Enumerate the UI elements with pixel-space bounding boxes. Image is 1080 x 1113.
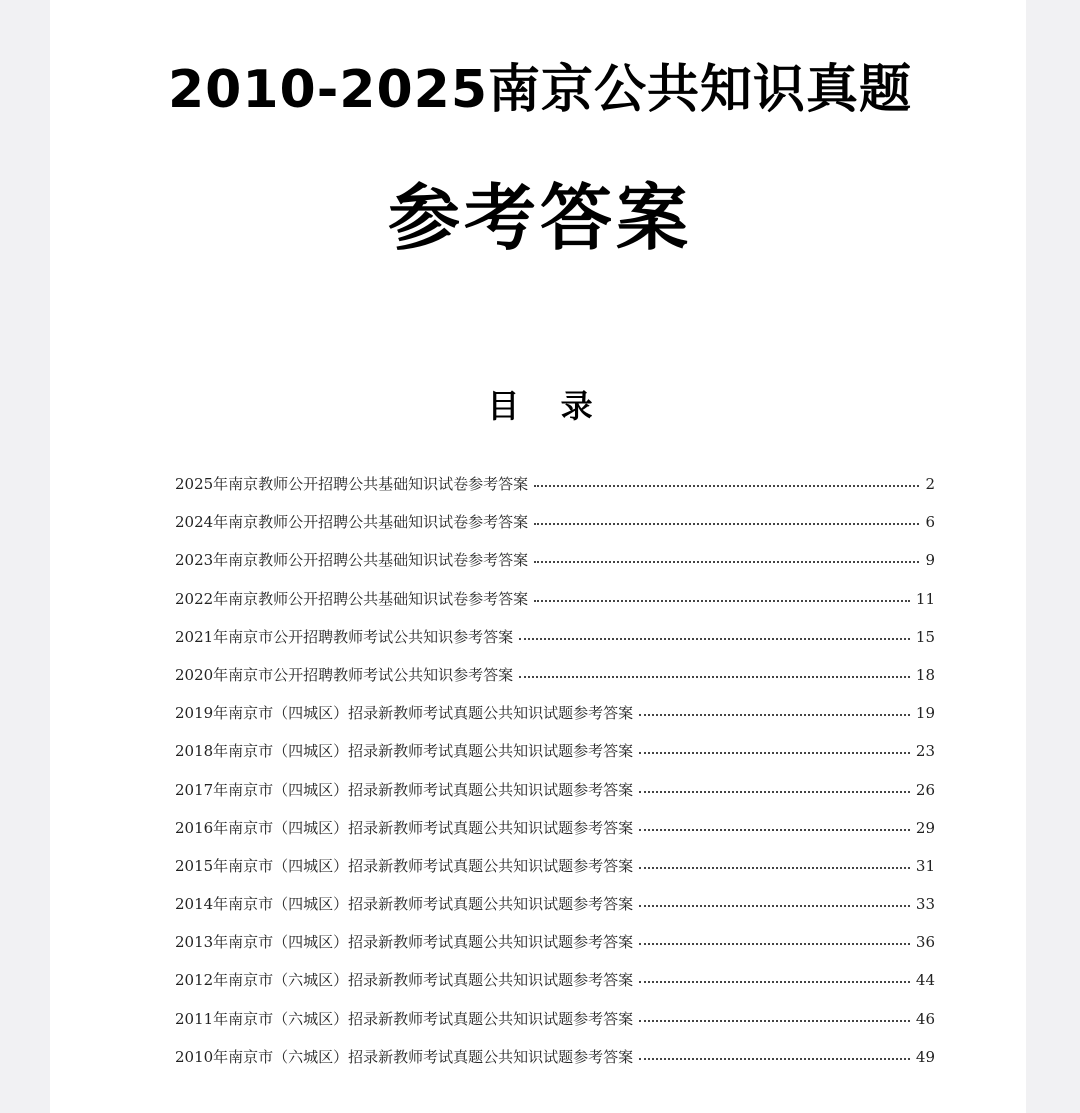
toc-entry-page: 33 [915,895,935,914]
toc-entry-page: 19 [915,704,935,723]
toc-entry-page: 2 [925,475,935,493]
toc-entry[interactable] [175,588,935,626]
dot-leader [639,977,910,983]
toc-entry-title: 2010年南京市（六城区）招录新教师考试真题公共知识试题参考答案 [175,1047,634,1066]
toc-entry[interactable] [175,1008,935,1046]
dot-leader [639,901,910,907]
toc-entry-page: 46 [915,1009,935,1028]
toc-entry[interactable] [175,855,935,893]
toc-entry-page: 18 [915,665,935,684]
dot-leader [534,596,910,602]
toc-entry[interactable] [175,473,935,511]
document-subtitle: 参考答案 [387,176,692,260]
toc-entry[interactable] [175,702,935,740]
toc-entry[interactable] [175,549,935,587]
dot-leader [639,748,910,754]
toc-entry-title: 2011年南京市（六城区）招录新教师考试真题公共知识试题参考答案 [175,1009,634,1028]
dot-leader [519,634,910,640]
toc-entry-title: 2025年南京教师公开招聘公共基础知识试卷参考答案 [175,475,529,493]
toc-entry-page: 6 [925,513,935,532]
toc-entry[interactable] [175,779,935,817]
toc-entry[interactable] [175,740,935,778]
toc-entry-page: 26 [915,780,935,799]
toc-entry-page: 29 [915,818,935,837]
dot-leader [639,1054,910,1060]
toc-entry-title: 2023年南京教师公开招聘公共基础知识试卷参考答案 [175,551,529,570]
toc-entry-title: 2015年南京市（四城区）招录新教师考试真题公共知识试题参考答案 [175,856,634,875]
toc-entry-title: 2014年南京市（四城区）招录新教师考试真题公共知识试题参考答案 [175,895,634,914]
dot-leader [534,481,919,487]
toc-entry-page: 11 [915,589,935,608]
toc-entry-title: 2024年南京教师公开招聘公共基础知识试卷参考答案 [175,513,529,532]
toc-entry[interactable] [175,931,935,969]
toc-entry-page: 9 [925,551,935,570]
toc-entry-title: 2021年南京市公开招聘教师考试公共知识参考答案 [175,627,514,646]
dot-leader [639,863,910,869]
toc-heading: 目 录 [487,387,593,425]
toc-entry[interactable] [175,1046,935,1084]
toc-entry[interactable] [175,626,935,664]
toc-entry-page: 44 [915,971,935,990]
dot-leader [534,557,919,563]
toc-entry[interactable] [175,969,935,1007]
toc-entry-title: 2016年南京市（四城区）招录新教师考试真题公共知识试题参考答案 [175,818,634,837]
toc-entry-page: 15 [915,627,935,646]
toc-entry-title: 2013年南京市（四城区）招录新教师考试真题公共知识试题参考答案 [175,933,634,952]
toc-entry-page: 23 [915,742,935,761]
toc-entry-title: 2017年南京市（四城区）招录新教师考试真题公共知识试题参考答案 [175,780,634,799]
toc-entry-title: 2012年南京市（六城区）招录新教师考试真题公共知识试题参考答案 [175,971,634,990]
toc-entry[interactable] [175,817,935,855]
dot-leader [519,672,910,678]
dot-leader [639,710,910,716]
table-of-contents [175,473,935,1084]
toc-entry[interactable] [175,893,935,931]
document-title: 2010-2025南京公共知识真题 [167,60,913,120]
toc-entry-title: 2018年南京市（四城区）招录新教师考试真题公共知识试题参考答案 [175,742,634,761]
toc-entry-page: 36 [915,933,935,952]
toc-entry-page: 31 [915,856,935,875]
toc-entry[interactable] [175,511,935,549]
dot-leader [534,519,919,525]
dot-leader [639,939,910,945]
dot-leader [639,787,910,793]
toc-entry-title: 2019年南京市（四城区）招录新教师考试真题公共知识试题参考答案 [175,704,634,723]
toc-entry-title: 2020年南京市公开招聘教师考试公共知识参考答案 [175,665,514,684]
toc-entry[interactable] [175,664,935,702]
toc-entry-title: 2022年南京教师公开招聘公共基础知识试卷参考答案 [175,589,529,608]
dot-leader [639,1016,910,1022]
toc-entry-page: 49 [915,1047,935,1066]
dot-leader [639,825,910,831]
